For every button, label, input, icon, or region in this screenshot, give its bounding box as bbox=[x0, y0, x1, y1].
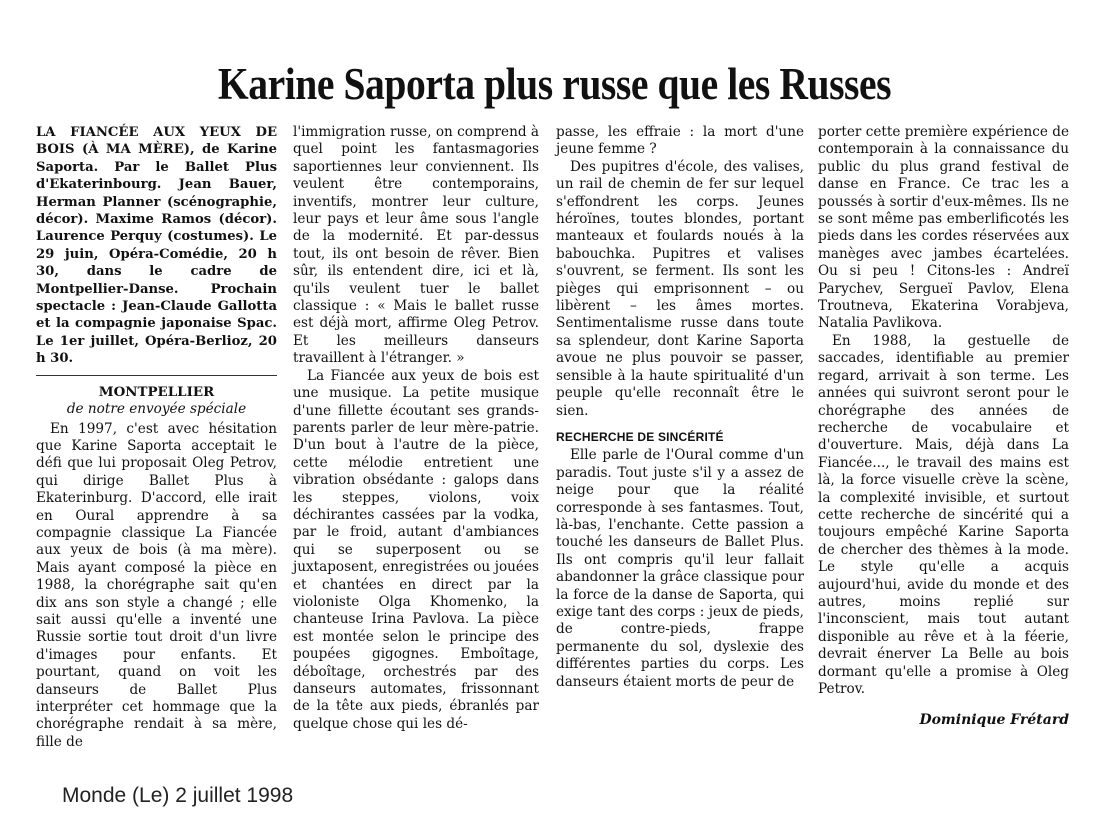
author-signature: Dominique Frétard bbox=[919, 712, 1069, 729]
performance-infobox bbox=[36, 124, 277, 376]
paragraph: Des pupitres d'école, des valises, un rail de chemin de fer sur lequel s'effondrent les corps. Jeunes héroïnes, toutes blondes, portant manteaux et foulards noués à la babouchka. Pupitres et valises s'ouvrent, se ferment. Ils sont les pièges qui emprisonnent – ou libèrent – les âmes mortes. Sentimentalisme russe dans toute sa splendeur, dont Karine Saporta avoue ne plus pouvoir se passer, sensible à la haute spiritualité d'un peuple qu'elle reconnaît être le sien. bbox=[556, 158, 804, 419]
column-3 bbox=[556, 124, 804, 691]
paragraph: Elle parle de l'Oural comme d'un paradis. Tout juste s'il y a assez de neige pour que la réalité corresponde à ses fantasmes. Tout, là-bas, l'enchante. Cette passion a touché les danseurs de Ballet Plus. Ils ont compris qu'il leur fallait abandonner la grâce classique pour la force de la danse de Saporta, qui exige tant des corps : jeux de pieds, de contre-pieds, frappe permanente du sol, dyslexie des différentes parties du corps. Les danseurs étaient morts de peur de bbox=[556, 447, 804, 690]
source-caption: Monde (Le) 2 juillet 1998 bbox=[62, 784, 294, 807]
paragraph: En 1997, c'est avec hésitation que Karine Saporta acceptait le défi que lui proposait Oleg Petrov, qui dirige Ballet Plus à Ekaterinburg. D'accord, elle irait en Oural apprendre à sa compagnie classique La Fiancée aux yeux de bois (à ma mère). Mais ayant composé la pièce en 1988, la chorégraphe sait qu'en dix ans son style a changé ; elle sait aussi qu'elle a inventé une Russie sortie tout droit d'un livre d'images pour enfants. Et pourtant, quand on voit les danseurs de Ballet Plus interpréter cet hommage que la chorégraphe rendait à sa mère, fille de bbox=[36, 420, 277, 750]
correspondent-line: de notre envoyée spéciale bbox=[66, 401, 247, 418]
section-subhead: RECHERCHE DE SINCÉRITÉ bbox=[556, 429, 724, 444]
paragraph: En 1988, la gestuelle de saccades, identifiable au premier regard, arrivait à son terme. Les années qui suivront seront pour le chorégraphe des années de recherche de vocabulaire et d'ouverture. Mais, déjà dans La Fiancée..., le travail des mains est là, la force visuelle crève la scène, la complexité invisible, et surtout cette recherche de sincérité qui a toujours empêché Karine Saporta de chercher des thèmes à la mode. Le style qu'elle a acquis aujourd'hui, avide du monde et des autres, moins replié sur l'inconscient, mais tout autant disponible au rêve et à la féerie, devrait énerver La Belle au bois dormant qu'elle a promise à Oleg Petrov. bbox=[818, 332, 1069, 697]
infobox-text: LA FIANCÉE AUX YEUX DE BOIS (À MA MÈRE), de Karine Saporta. Par le Ballet Plus d'Ekaterinbourg. Jean Bauer, Herman Planner (scénographie, décor). Maxime Ramos (décor). Laurence Perquy (costumes). Le 29 juin, Opéra-Comédie, 20 h 30, dans le cadre de Montpellier-Danse. Prochain spectacle : Jean-Claude Gallotta et la compagnie japonaise Spac. Le 1er juillet, Opéra-Berlioz, 20 h 30. bbox=[36, 125, 277, 367]
paragraph: passe, les effraie : la mort d'une jeune femme ? bbox=[556, 124, 804, 158]
dateline: MONTPELLIER bbox=[98, 383, 215, 400]
column-1 bbox=[36, 124, 277, 751]
paragraph: La Fiancée aux yeux de bois est une musique. La petite musique d'une fillette écoutant ses grands-parents parler de leur mère-patrie. D'un bout à l'autre de la pièce, cette mélodie entretient une vibration obsédante : galops dans les steppes, violons, voix déchirantes cassées par la vodka, par le froid, autant d'ambiances qui se superposent ou se juxtaposent, enregistrées ou jouées et chantées en direct par la violoniste Olga Khomenko, la chanteuse Irina Pavlova. La pièce est montée selon le principe des poupées gigognes. Emboîtage, déboîtage, orchestrés par des danseurs automates, frissonnant de la tête aux pieds, ébranlés par quelque chose qui les dé- bbox=[293, 367, 539, 732]
article-headline: Karine Saporta plus russe que les Russes bbox=[217, 59, 892, 109]
column-2 bbox=[293, 124, 539, 733]
column-4 bbox=[818, 124, 1069, 730]
paragraph: porter cette première expérience de contemporain à la connaissance du public du plus grand festival de danse en France. Ce trac les a poussés à sortir d'eux-mêmes. Ils ne se sont même pas emberlificotés les pieds dans les cordes réservées aux manèges avec jambes écartelées. Ou si peu ! Citons-les : Andreï Parychev, Sergueï Pavlov, Elena Troutneva, Ekaterina Vorabjeva, Natalia Pavlikova. bbox=[818, 124, 1069, 332]
paragraph: l'immigration russe, on comprend à quel point les fantasmagories saportiennes leur conviennent. Ils veulent être contemporains, inventifs, montrer leur culture, leur pays et leur âme sous l'angle de la modernité. Et par-dessus tout, ils ont besoin de rêver. Bien sûr, ils entendent dire, ici et là, qu'ils veulent tuer le ballet classique : « Mais le ballet russe est déjà mort, affirme Oleg Petrov. Et les meilleurs danseurs travaillent à l'étranger. » bbox=[293, 124, 539, 367]
